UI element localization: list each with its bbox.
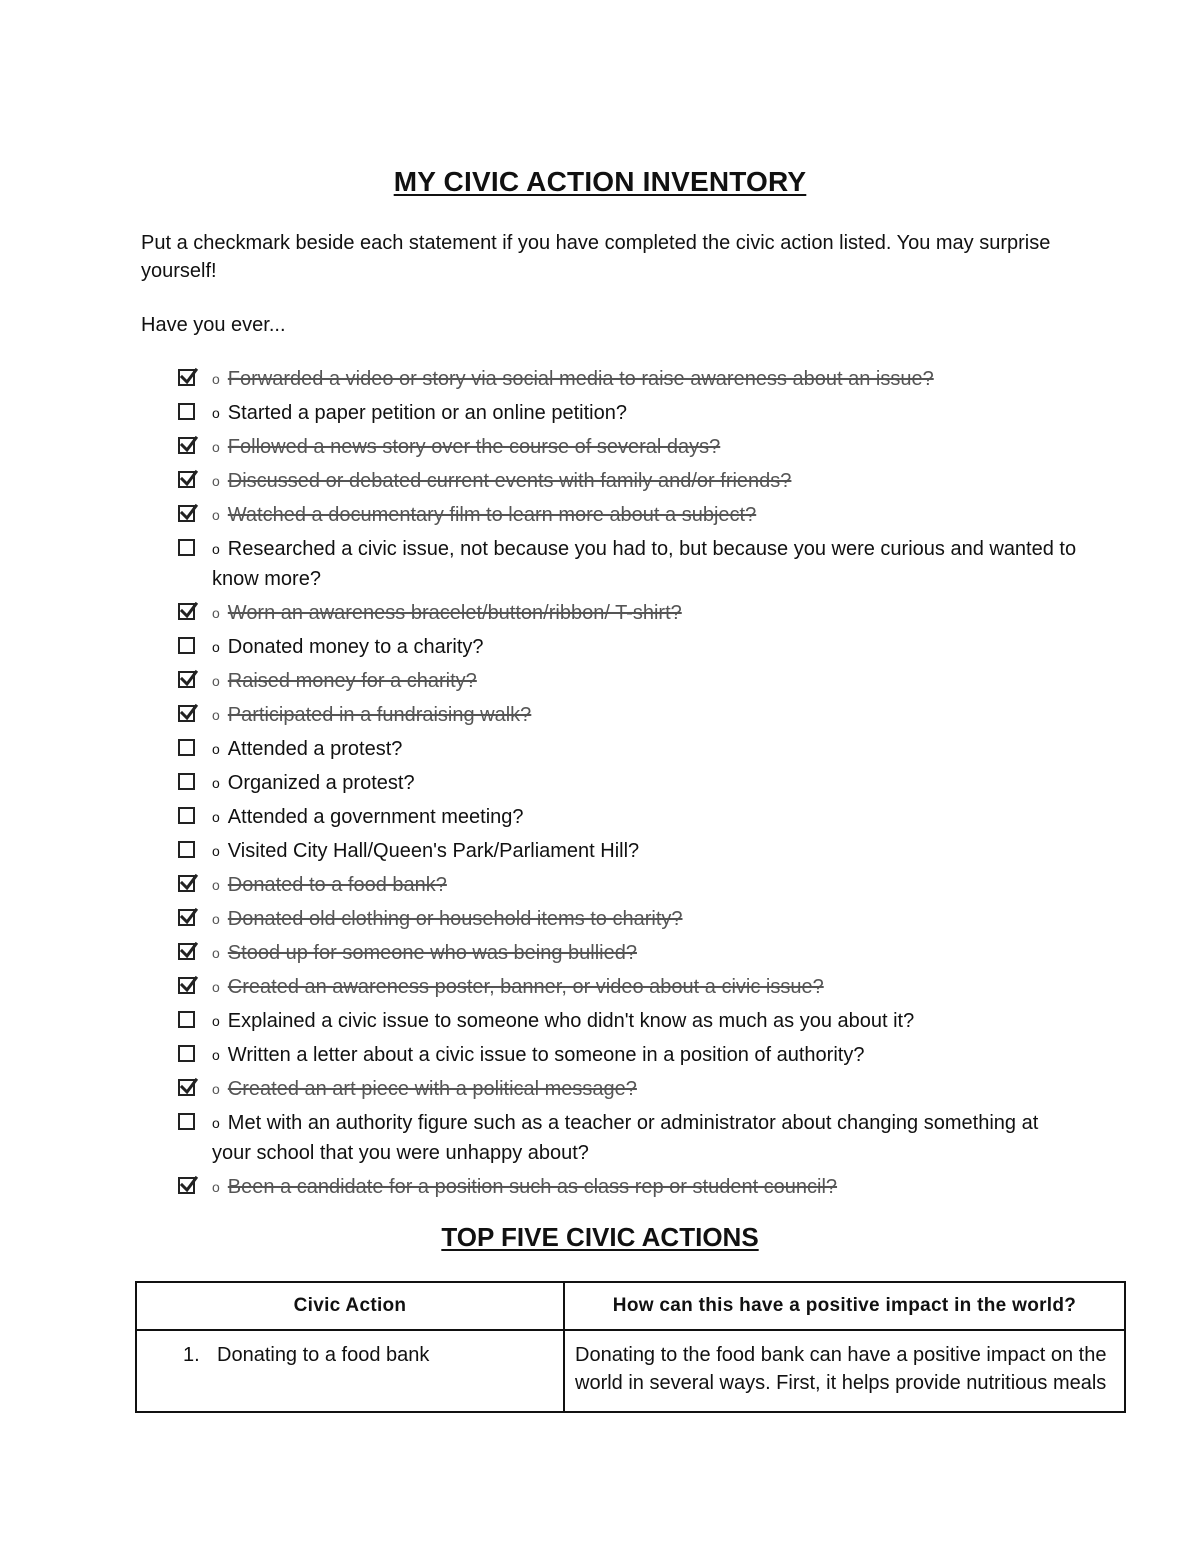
checklist-item-label: Participated in a fundraising walk? [227, 704, 532, 726]
unchecked-checkbox[interactable] [178, 1011, 195, 1028]
checklist-item-label: Followed a news story over the course of several days? [227, 436, 721, 458]
bullet-glyph: o [212, 405, 220, 421]
checklist-item-label: Created an awareness poster, banner, or video about a civic issue? [227, 976, 824, 998]
bullet-glyph: o [212, 843, 220, 859]
checklist-item-content [212, 840, 639, 862]
checklist-item-content [212, 636, 484, 658]
checklist-item-label: Created an art piece with a political message? [227, 1078, 637, 1100]
civic-action-text: Donating to a food bank [217, 1344, 430, 1366]
checklist-item-content [212, 670, 477, 692]
checklist-item [178, 972, 1078, 1002]
bullet-glyph: o [212, 605, 220, 621]
checkmark-icon [179, 669, 199, 689]
checklist-item-content [212, 976, 824, 998]
checklist-item-label: Donated old clothing or household items to charity? [227, 908, 683, 930]
checklist-item [178, 734, 1078, 764]
table-row [136, 1330, 1125, 1412]
bullet-glyph: o [212, 371, 220, 387]
checkmark-icon [179, 1077, 199, 1097]
row-number: 1. [183, 1344, 200, 1366]
checklist-item-label: Watched a documentary film to learn more about a subject? [227, 504, 757, 526]
bullet-glyph: o [212, 1179, 220, 1195]
checklist-item-label: Met with an authority figure such as a teacher or administrator about changing something at your school that you were unhappy about? [212, 1112, 1039, 1164]
unchecked-checkbox[interactable] [178, 1045, 195, 1062]
header-positive-impact: How can this have a positive impact in the world? [564, 1282, 1125, 1330]
checklist-item-content [212, 504, 756, 526]
checked-checkbox[interactable] [178, 1079, 195, 1096]
top-five-title: TOP FIVE CIVIC ACTIONS [441, 1222, 759, 1252]
page-title: MY CIVIC ACTION INVENTORY [393, 166, 807, 197]
bullet-glyph: o [212, 541, 220, 557]
checked-checkbox[interactable] [178, 437, 195, 454]
bullet-glyph: o [212, 507, 220, 523]
checkmark-icon [179, 469, 199, 489]
unchecked-checkbox[interactable] [178, 403, 195, 420]
bullet-glyph: o [212, 639, 220, 655]
checklist-item-label: Explained a civic issue to someone who didn't know as much as you about it? [227, 1010, 915, 1032]
header-civic-action: Civic Action [136, 1282, 564, 1330]
table-header-row [136, 1282, 1125, 1330]
checklist-item-label: Stood up for someone who was being bullied? [227, 942, 637, 964]
checklist-item-content [212, 772, 415, 794]
checklist-item [178, 1006, 1078, 1036]
bullet-glyph: o [212, 945, 220, 961]
checklist-item [178, 1108, 1078, 1168]
checklist-item-label: Discussed or debated current events with family and/or friends? [227, 470, 792, 492]
checkmark-icon [179, 367, 199, 387]
civic-action-checklist [178, 364, 1078, 1206]
bullet-glyph: o [212, 673, 220, 689]
bullet-glyph: o [212, 809, 220, 825]
checklist-item-content [212, 874, 447, 896]
checklist-item-content [212, 1010, 914, 1032]
checklist-item-label: Written a letter about a civic issue to someone in a position of authority? [227, 1044, 865, 1066]
checklist-item-content [212, 704, 531, 726]
unchecked-checkbox[interactable] [178, 637, 195, 654]
top-five-table [135, 1281, 1126, 1413]
checklist-item [178, 802, 1078, 832]
checkmark-icon [179, 503, 199, 523]
bullet-glyph: o [212, 707, 220, 723]
checkmark-icon [179, 601, 199, 621]
checklist-item [178, 836, 1078, 866]
checklist-item-content [212, 1078, 637, 1100]
checklist-item-label: Visited City Hall/Queen's Park/Parliament Hill? [227, 840, 640, 862]
checklist-item-content [212, 1112, 1038, 1164]
checked-checkbox[interactable] [178, 705, 195, 722]
bullet-glyph: o [212, 1081, 220, 1097]
checklist-item [178, 466, 1078, 496]
civic-action-cell[interactable] [136, 1330, 564, 1412]
checklist-item-content [212, 942, 637, 964]
checklist-item-label: Attended a protest? [227, 738, 403, 760]
bullet-glyph: o [212, 473, 220, 489]
unchecked-checkbox[interactable] [178, 773, 195, 790]
checklist-item-label: Donated money to a charity? [227, 636, 484, 658]
checklist-item-label: Worn an awareness bracelet/button/ribbon/ T-shirt? [227, 602, 682, 624]
checkmark-icon [179, 435, 199, 455]
checklist-item-label: Forwarded a video or story via social media to raise awareness about an issue? [227, 368, 934, 390]
unchecked-checkbox[interactable] [178, 841, 195, 858]
unchecked-checkbox[interactable] [178, 739, 195, 756]
impact-cell[interactable]: Donating to the food bank can have a positive impact on the world in several ways. First, it helps provide nutritious meals [564, 1330, 1125, 1412]
bullet-glyph: o [212, 877, 220, 893]
checklist-item [178, 432, 1078, 462]
checked-checkbox[interactable] [178, 909, 195, 926]
checkmark-icon [179, 873, 199, 893]
checkmark-icon [179, 975, 199, 995]
checklist-item [178, 938, 1078, 968]
checked-checkbox[interactable] [178, 603, 195, 620]
checked-checkbox[interactable] [178, 875, 195, 892]
checklist-item-content [212, 806, 524, 828]
checklist-item [178, 500, 1078, 530]
checklist-item-label: Organized a protest? [227, 772, 415, 794]
checklist-item-content [212, 908, 683, 930]
checkmark-icon [179, 1175, 199, 1195]
checklist-item [178, 904, 1078, 934]
checklist-item-content [212, 738, 402, 760]
checklist-item [178, 364, 1078, 394]
checklist-item [178, 666, 1078, 696]
checklist-item-label: Donated to a food bank? [227, 874, 447, 896]
checklist-item-content [212, 436, 720, 458]
checked-checkbox[interactable] [178, 505, 195, 522]
checkmark-icon [179, 941, 199, 961]
checked-checkbox[interactable] [178, 671, 195, 688]
checklist-item-content [212, 470, 791, 492]
checklist-item-label: Researched a civic issue, not because you had to, but because you were curious and wanted to know more? [212, 538, 1077, 590]
bullet-glyph: o [212, 911, 220, 927]
checklist-item [178, 700, 1078, 730]
checked-checkbox[interactable] [178, 369, 195, 386]
checklist-item [178, 768, 1078, 798]
checkmark-icon [179, 907, 199, 927]
checklist-item [178, 870, 1078, 900]
checked-checkbox[interactable] [178, 471, 195, 488]
checked-checkbox[interactable] [178, 943, 195, 960]
checklist-item-label: Been a candidate for a position such as class rep or student council? [227, 1176, 838, 1198]
checklist-item-content [212, 402, 627, 424]
checklist-item-content [212, 1044, 864, 1066]
checklist-item [178, 1172, 1078, 1202]
lead-in-text: Have you ever... [141, 314, 286, 336]
checklist-item [178, 1040, 1078, 1070]
checklist-item-label: Raised money for a charity? [227, 670, 477, 692]
bullet-glyph: o [212, 979, 220, 995]
checklist-item [178, 598, 1078, 628]
bullet-glyph: o [212, 1013, 220, 1029]
checklist-item-content [212, 538, 1076, 590]
checklist-item-content [212, 602, 682, 624]
bullet-glyph: o [212, 1047, 220, 1063]
checked-checkbox[interactable] [178, 977, 195, 994]
bullet-glyph: o [212, 775, 220, 791]
checked-checkbox[interactable] [178, 1177, 195, 1194]
checklist-item-content [212, 1176, 837, 1198]
checklist-item [178, 1074, 1078, 1104]
checklist-item [178, 534, 1078, 594]
checkmark-icon [179, 703, 199, 723]
unchecked-checkbox[interactable] [178, 539, 195, 556]
checklist-item-label: Started a paper petition or an online petition? [227, 402, 627, 424]
bullet-glyph: o [212, 741, 220, 757]
checklist-item-content [212, 368, 934, 390]
instructions-text: Put a checkmark beside each statement if you have completed the civic action listed. You may surprise yourself! [141, 232, 1051, 282]
checklist-item [178, 632, 1078, 662]
checklist-item [178, 398, 1078, 428]
unchecked-checkbox[interactable] [178, 1113, 195, 1130]
unchecked-checkbox[interactable] [178, 807, 195, 824]
bullet-glyph: o [212, 439, 220, 455]
bullet-glyph: o [212, 1115, 220, 1131]
checklist-item-label: Attended a government meeting? [227, 806, 524, 828]
